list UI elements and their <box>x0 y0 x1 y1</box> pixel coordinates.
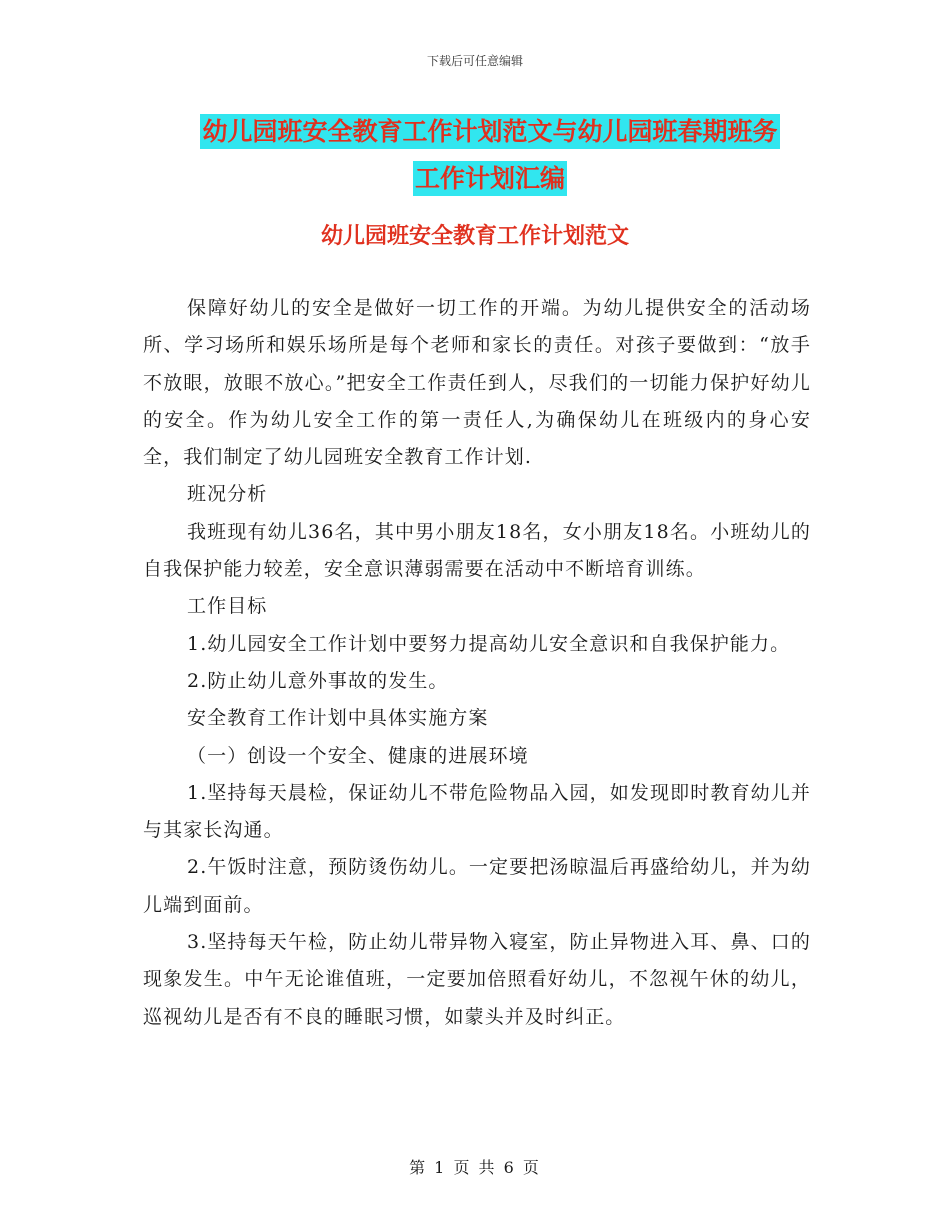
heading-work-goals: 工作目标 <box>187 595 268 618</box>
paragraph-intro: 保障好幼儿的安全是做好一切工作的开端。为幼儿提供安全的活动场所、学习场所和娱乐场所是每个老师和家长的责任。对孩子要做到：“放手不放眼，放眼不放心。”把安全工作责任到人，尽我们的一切能力保护好幼儿的安全。作为幼儿安全工作的第一责任人,为确保幼儿在班级内的身心安全，我们制定了幼儿园班安全教育工作计划. <box>143 297 811 469</box>
heading-class-analysis: 班况分析 <box>187 483 268 506</box>
document-title-line-1: 幼儿园班安全教育工作计划范文与幼儿园班春期班务 <box>200 114 779 149</box>
paragraph-goal-1: 1.幼儿园安全工作计划中要努力提高幼儿安全意识和自我保护能力。 <box>187 632 791 655</box>
paragraph-item-3: 3.坚持每天午检，防止幼儿带异物入寝室，防止异物进入耳、鼻、口的现象发生。中午无论谁值班，一定要加倍照看好幼儿，不忽视午休的幼儿，巡视幼儿是否有不良的睡眠习惯，如蒙头并及时纠正。 <box>143 931 811 1028</box>
document-title-line-2: 工作计划汇编 <box>413 161 567 196</box>
page-number-footer: 第 1 页 共 6 页 <box>409 1158 541 1177</box>
paragraph-class-analysis: 我班现有幼儿36名，其中男小朋友18名，女小朋友18名。小班幼儿的自我保护能力较差，安全意识薄弱需要在活动中不断培育训练。 <box>143 520 811 581</box>
document-body <box>143 290 811 1036</box>
subheading-environment: （一）创设一个安全、健康的进展环境 <box>187 744 529 767</box>
section-title: 幼儿园班安全教育工作计划范文 <box>320 224 629 249</box>
page-header-note: 下载后可任意编辑 <box>426 54 523 68</box>
document-title <box>140 108 840 202</box>
paragraph-goal-2: 2.防止幼儿意外事故的发生。 <box>187 669 449 692</box>
paragraph-item-1: 1.坚持每天晨检，保证幼儿不带危险物品入园，如发现即时教育幼儿并与其家长沟通。 <box>143 781 811 842</box>
paragraph-item-2: 2.午饭时注意，预防烫伤幼儿。一定要把汤晾温后再盛给幼儿，并为幼儿端到面前。 <box>143 856 811 916</box>
heading-implementation: 安全教育工作计划中具体实施方案 <box>187 707 489 730</box>
